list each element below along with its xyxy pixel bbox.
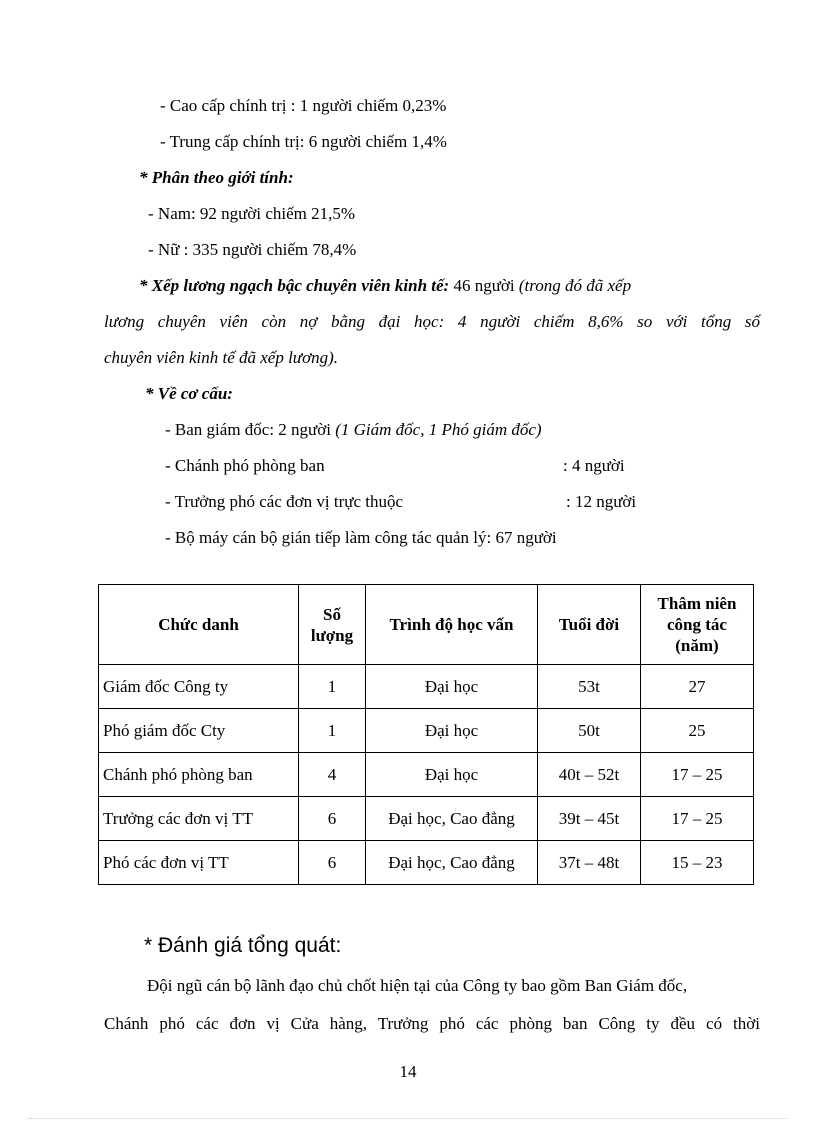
header-seniority <box>641 585 754 665</box>
cell-age: 53t <box>538 665 641 709</box>
salary-line3: chuyên viên kinh tế đã xếp lương). <box>104 348 339 367</box>
education-item-intermediate-political: - Trung cấp chính trị: 6 người chiếm 1,4% <box>160 132 447 151</box>
cell-seniority: 25 <box>641 709 754 753</box>
gender-item-male: - Nam: 92 người chiếm 21,5% <box>148 204 356 223</box>
cell-count: 6 <box>299 841 366 885</box>
table-row <box>99 797 754 841</box>
cell-title: Chánh phó phòng ban <box>99 753 299 797</box>
header-seniority-line2: công tác <box>667 615 727 634</box>
table-row <box>99 665 754 709</box>
salary-count: 46 người <box>449 276 519 295</box>
gender-heading: * Phân theo giới tính: <box>139 168 294 187</box>
structure-board-label: - Ban giám đốc: 2 người <box>165 420 336 439</box>
salary-line1 <box>139 275 760 297</box>
header-education: Trình độ học vấn <box>366 585 538 665</box>
cell-seniority: 17 – 25 <box>641 797 754 841</box>
table-row <box>99 709 754 753</box>
structure-item-value: : 4 người <box>563 456 625 475</box>
cell-title: Phó giám đốc Cty <box>99 709 299 753</box>
cell-count: 6 <box>299 797 366 841</box>
cell-seniority: 17 – 25 <box>641 753 754 797</box>
salary-note: (trong đó đã xếp <box>518 276 632 295</box>
cell-age: 50t <box>538 709 641 753</box>
structure-item-indirect-staff: - Bộ máy cán bộ gián tiếp làm công tác quản lý: 67 người <box>165 528 557 547</box>
page-number: 14 <box>399 1062 417 1081</box>
leadership-table <box>98 584 754 885</box>
cell-title: Phó các đơn vị TT <box>99 841 299 885</box>
cell-seniority: 15 – 23 <box>641 841 754 885</box>
cell-title: Giám đốc Công ty <box>99 665 299 709</box>
header-seniority-line3: (năm) <box>675 636 719 655</box>
cell-count: 1 <box>299 665 366 709</box>
cell-education: Đại học, Cao đẳng <box>366 841 538 885</box>
gender-item-female: - Nữ : 335 người chiếm 78,4% <box>148 240 357 259</box>
cell-title: Trưởng các đơn vị TT <box>99 797 299 841</box>
cell-count: 4 <box>299 753 366 797</box>
salary-line2: lương chuyên viên còn nợ bằng đại học: 4 người chiếm 8,6% so với tổng số <box>104 312 760 331</box>
structure-board <box>165 419 542 441</box>
header-count-line2: lượng <box>310 625 354 645</box>
cell-count: 1 <box>299 709 366 753</box>
page-bottom-divider <box>28 1118 788 1119</box>
table-row <box>99 753 754 797</box>
header-age: Tuổi đời <box>538 585 641 665</box>
cell-education: Đại học, Cao đẳng <box>366 797 538 841</box>
cell-education: Đại học <box>366 753 538 797</box>
assessment-heading: * Đánh giá tổng quát: <box>144 934 342 957</box>
header-count-line1: Số <box>323 604 341 624</box>
structure-item-value: : 12 người <box>566 492 637 511</box>
education-item-advanced-political: - Cao cấp chính trị : 1 người chiếm 0,23% <box>160 96 447 115</box>
cell-age: 40t – 52t <box>538 753 641 797</box>
cell-age: 37t – 48t <box>538 841 641 885</box>
cell-education: Đại học <box>366 709 538 753</box>
structure-heading: * Về cơ cấu: <box>145 384 233 403</box>
header-count <box>299 585 366 665</box>
cell-seniority: 27 <box>641 665 754 709</box>
assessment-line1: Đội ngũ cán bộ lãnh đạo chủ chốt hiện tại của Công ty bao gồm Ban Giám đốc, <box>147 976 688 995</box>
header-title: Chức danh <box>99 585 299 665</box>
table-header-row <box>99 585 754 665</box>
header-seniority-line1: Thâm niên <box>657 594 737 613</box>
salary-heading: * Xếp lương ngạch bậc chuyên viên kinh tế: <box>139 276 450 295</box>
table-row <box>99 841 754 885</box>
structure-item-label: - Chánh phó phòng ban <box>165 456 325 475</box>
structure-board-note: (1 Giám đốc, 1 Phó giám đốc) <box>335 420 542 439</box>
cell-education: Đại học <box>366 665 538 709</box>
structure-item-label: - Trưởng phó các đơn vị trực thuộc <box>165 492 404 511</box>
cell-age: 39t – 45t <box>538 797 641 841</box>
assessment-line2: Chánh phó các đơn vị Cửa hàng, Trưởng phó các phòng ban Công ty đều có thời <box>104 1014 760 1033</box>
